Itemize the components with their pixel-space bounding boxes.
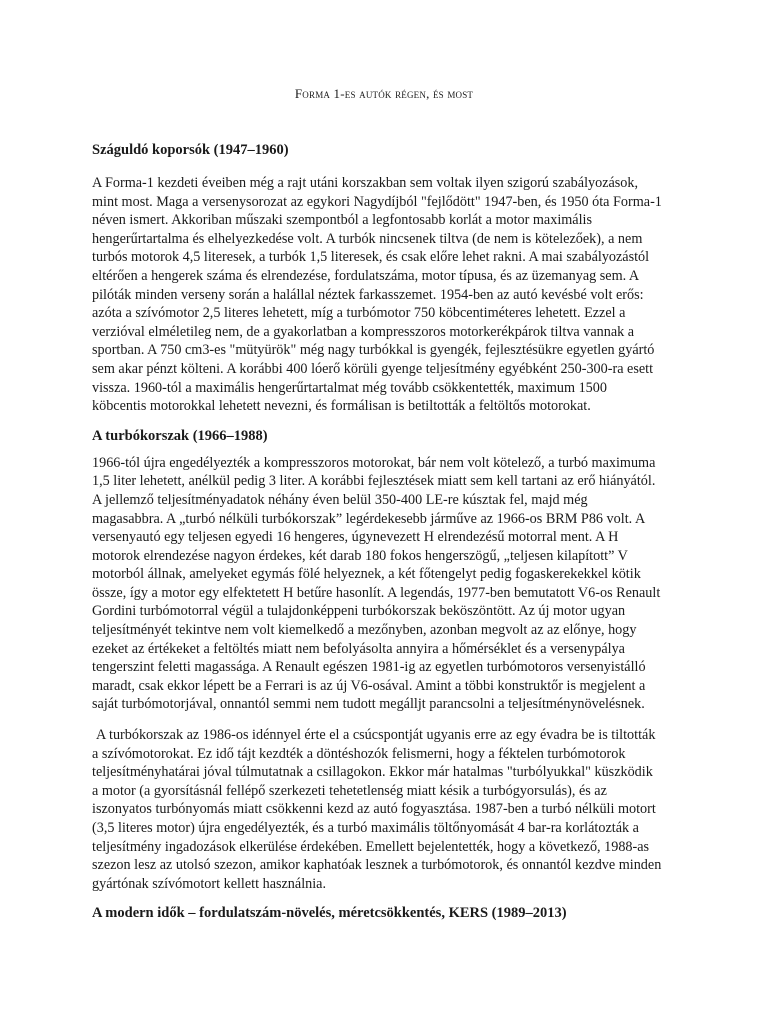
section-heading-3: A modern idők – fordulatszám-növelés, méretcsökkentés, KERS (1989–2013) (92, 905, 567, 922)
section-2-paragraph-2: A turbókorszak az 1986-os idénnyel érte el a csúcspontját ugyanis erre az egy évadra be is tiltották a szívómotorokat. Ez idő tájt kezdték a döntéshozók felismerni, hogy a féktelen turbómotorok teljesítményhatárai jóval túlmutatnak a csillagokon. Ekkor már hatalmas "turbólyukkal" küszködik a motor (a gyorsításnál fellépő szerkezeti tehetetlenség miatt késik a turbógyorsulás), és az iszonyatos turbónyomás miatt csökkenni kezd az autó fogyasztása. 1987-ben a turbó nélküli motort (3,5 literes motor) újra engedélyezték, és a turbó maximális töltőnyomását 4 bar-ra korlátozták a teljesítmény ingadozások elkerülése érdekében. Emellett bejelentették, hogy a következő, 1988-as szezon lesz az utolsó szezon, amikor kaphatóak lesznek a turbómotorok, és onnantól kezdve minden gyártónak szívómotort kellett használnia. (92, 727, 662, 892)
section-2-paragraph-1: 1966-tól újra engedélyezték a kompresszoros motorokat, bár nem volt kötelező, a turbó maximuma 1,5 liter lehetett, anélkül pedig 3 liter. A korábbi fejlesztések miatt sem kell tartani az erő hiányától. A jellemző teljesítményadatok néhány éven belül 350-400 LE-re kúsztak fel, majd még magasabbra. A „turbó nélküli turbókorszak” legérdekesebb járműve az 1966-os BRM P86 volt. A versenyautó egy teljesen egyedi 16 hengeres, úgynevezett H elrendezésű motorral ment. A H motorok elrendezése nagyon érdekes, két darab 180 fokos hengerszögű, „teljesen kilapított” V motorból állnak, amelyeket egymás fölé helyeznek, a két főtengelyt pedig fogaskerekekkel kötik össze, így a motor egy elfektetett H betűre hasonlít. A legendás, 1977-ben bemutatott V6-os Renault Gordini turbómotorral végül a tulajdonképpeni turbókorszak beköszöntött. Az új motor ugyan teljesítményét tekintve nem volt kiemelkedő a mezőnyben, azonban megvolt az az előnye, hogy ezeket az értékeket a feltöltés miatt nem befolyásolta annyira a hőmérséklet és a versenypálya tengerszint feletti magassága. A Renault egészen 1981-ig az egyetlen turbómotoros versenyistálló maradt, csak ekkor lépett be a Ferrari is az új V6-osával. Amint a többi konstruktőr is megjelent a saját turbómotorjával, onnantól semmi nem tudott megálljt parancsolni a teljesítménynövelésnek. (92, 454, 661, 713)
section-1-paragraph-1: A Forma-1 kezdeti éveiben még a rajt utáni korszakban sem voltak ilyen szigorú szabályozások, mint most. Maga a versenysorozat az egykori Nagydíjból "fejlődött" 1947-ben, és 1950 óta Forma-1 néven ismert. Akkoriban műszaki szempontból a legfontosabb korlát a motor maximális hengerűrtartalma és elhelyezkedése volt. A turbók nincsenek tiltva (de nem is kötelezőek), a nem turbós motorok 4,5 literesek, a turbók 1,5 literesek, és csak előre lehet rakni. A mai szabályozástól eltérően a hengerek száma és elrendezése, fordulatszáma, motor típusa, és az üzemanyag sem. A pilóták minden verseny során a halállal néztek farkasszemet. 1954-ben az autó kevésbé volt erős: azóta a szívómotor 2,5 literes lehetett, míg a turbómotor 750 köbcentiméteres lehetett. Ezzel a verzióval elméletileg nem, de a gyakorlatban a kompresszoros motorkerékpárok tiltva vannak a sportban. A 750 cm3-es "mütyürök" még nagy turbókkal is gyengék, fejlesztésükre egyetlen gyártó sem akar pénzt költeni. A korábbi 400 lóerő körüli gyenge teljesítmény egyébként 250-300-ra esett vissza. 1960-tól a maximális hengerűrtartalmat még tovább csökkentették, maximum 1500 köbcentis motorokkal lehetett nevezni, és formálisan is betiltották a feltöltős motorokat. (92, 175, 662, 415)
section-heading-2: A turbókorszak (1966–1988) (92, 427, 268, 444)
document-title: Forma 1-es autók régen, és most (294, 86, 474, 101)
document-body (92, 140, 662, 931)
section-heading-1: Száguldó koporsók (1947–1960) (92, 142, 289, 158)
